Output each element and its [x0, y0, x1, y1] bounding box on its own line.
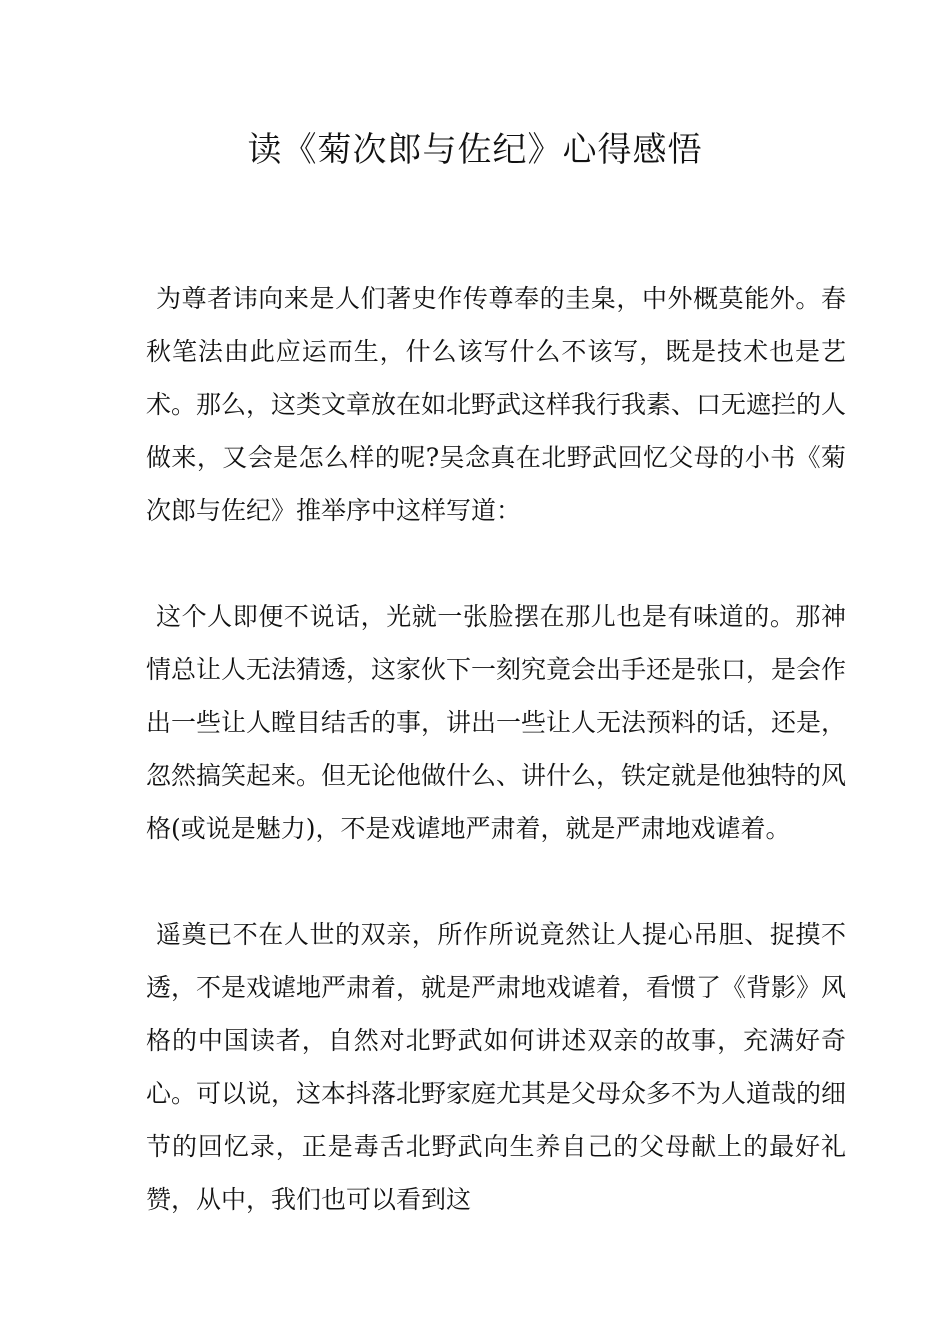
paragraph-gap [146, 855, 846, 908]
paragraph-1: 为尊者讳向来是人们著史作传尊奉的圭臬，中外概莫能外。春秋笔法由此应运而生，什么该写什么不该写，既是技术也是艺术。那么，这类文章放在如北野武这样我行我素、口无遮拦的人做来，又会是怎么样的呢?吴念真在北野武回忆父母的小书《菊次郎与佐纪》推举序中这样写道： [146, 284, 847, 525]
paragraph-2: 这个人即便不说话，光就一张脸摆在那儿也是有味道的。那神情总让人无法猜透，这家伙下一刻究竟会出手还是张口，是会作出一些让人瞠目结舌的事，讲出一些让人无法预料的话，还是，忽然搞笑起来。但无论他做什么、讲什么，铁定就是他独特的风格(或说是魅力)，不是戏谑地严肃着，就是严肃地戏谑着。 [146, 602, 847, 843]
document-body [146, 272, 846, 1226]
document-title: 读《菊次郎与佐纪》心得感悟 [247, 130, 703, 170]
paragraph-gap [146, 537, 846, 590]
paragraph-3: 遥奠已不在人世的双亲，所作所说竟然让人提心吊胆、捉摸不透，不是戏谑地严肃着，就是严肃地戏谑着，看惯了《背影》风格的中国读者，自然对北野武如何讲述双亲的故事，充满好奇心。可以说，这本抖落北野家庭尤其是父母众多不为人道哉的细节的回忆录，正是毒舌北野武向生养自己的父母献上的最好礼赞，从中，我们也可以看到这 [146, 920, 847, 1214]
